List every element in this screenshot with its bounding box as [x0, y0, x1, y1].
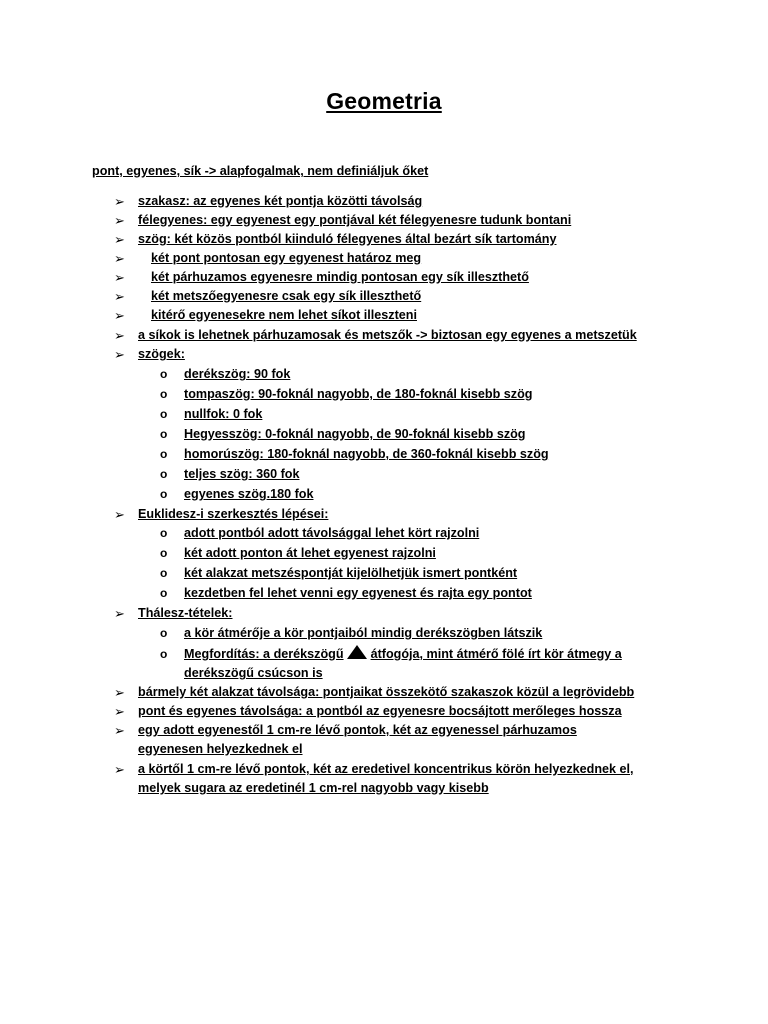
- list-item-continuation: melyek sugara az eredetinél 1 cm-rel nagyobb vagy kisebb: [138, 781, 489, 795]
- arrow-bullet-icon: ➢: [114, 213, 125, 228]
- list-item-text: szög: két közös pontból kiinduló félegyenes által bezárt sík tartomány: [138, 232, 557, 246]
- circle-bullet-icon: o: [160, 407, 168, 421]
- circle-bullet-icon: o: [160, 487, 168, 501]
- list-item-text: szakasz: az egyenes két pontja közötti távolság: [138, 194, 423, 208]
- arrow-bullet-icon: ➢: [114, 704, 125, 719]
- circle-bullet-icon: o: [160, 467, 168, 481]
- arrow-bullet-icon: ➢: [114, 685, 125, 700]
- circle-bullet-icon: o: [160, 387, 168, 401]
- arrow-bullet-icon: ➢: [114, 606, 125, 621]
- arrow-bullet-icon: ➢: [114, 762, 125, 777]
- list-item-text: kitérő egyenesekre nem lehet síkot illeszteni: [151, 308, 417, 322]
- arrow-bullet-icon: ➢: [114, 194, 125, 209]
- circle-bullet-icon: o: [160, 647, 168, 661]
- sub-list-item-text: két alakzat metszéspontját kijelölhetjük ismert pontként: [184, 566, 518, 580]
- sub-list-item-text: két adott ponton át lehet egyenest rajzolni: [184, 546, 436, 560]
- sub-list-item-text: kezdetben fel lehet venni egy egyenest és rajta egy pontot: [184, 586, 532, 600]
- arrow-bullet-icon: ➢: [114, 347, 125, 362]
- converse-text-continuation: derékszögű csúcson is: [184, 666, 323, 680]
- page-title: Geometria: [326, 88, 442, 114]
- sub-list-item-text: tompaszög: 90-foknál nagyobb, de 180-foknál kisebb szög: [184, 387, 533, 401]
- circle-bullet-icon: o: [160, 367, 168, 381]
- circle-bullet-icon: o: [160, 447, 168, 461]
- triangle-icon: [347, 645, 367, 659]
- sub-list-item-text: nullfok: 0 fok: [184, 407, 263, 421]
- list-item-text: Euklidesz-i szerkesztés lépései:: [138, 507, 329, 521]
- circle-bullet-icon: o: [160, 546, 168, 560]
- intro-line: pont, egyenes, sík -> alapfogalmak, nem definiáljuk őket: [92, 164, 429, 178]
- arrow-bullet-icon: ➢: [114, 232, 125, 247]
- list-item-text: bármely két alakzat távolsága: pontjaikat összekötő szakaszok közül a legrövidebb: [138, 685, 635, 699]
- arrow-bullet-icon: ➢: [114, 308, 125, 323]
- sub-list-item-text: Hegyesszög: 0-foknál nagyobb, de 90-foknál kisebb szög: [184, 427, 526, 441]
- list-item-text: pont és egyenes távolsága: a pontból az egyenesre bocsájtott merőleges hossza: [138, 704, 622, 718]
- circle-bullet-icon: o: [160, 427, 168, 441]
- list-item-text: szögek:: [138, 347, 185, 361]
- sub-list-item-text: adott pontból adott távolsággal lehet kört rajzolni: [184, 526, 480, 540]
- arrow-bullet-icon: ➢: [114, 328, 125, 343]
- list-item-text: két párhuzamos egyenesre mindig pontosan egy sík illeszthető: [151, 270, 529, 284]
- sub-list-item-text: a kör átmérője a kör pontjaiból mindig derékszögben látszik: [184, 626, 543, 640]
- list-item-text: a körtől 1 cm-re lévő pontok, két az eredetivel koncentrikus körön helyezkednek el,: [138, 762, 634, 776]
- arrow-bullet-icon: ➢: [114, 507, 125, 522]
- list-item-text: félegyenes: egy egyenest egy pontjával két félegyenesre tudunk bontani: [138, 213, 572, 227]
- list-item-text: egy adott egyenestől 1 cm-re lévő pontok, két az egyenessel párhuzamos: [138, 723, 577, 737]
- list-item-text: két pont pontosan egy egyenest határoz meg: [151, 251, 422, 265]
- circle-bullet-icon: o: [160, 586, 168, 600]
- arrow-bullet-icon: ➢: [114, 289, 125, 304]
- list-item-text: Thálesz-tételek:: [138, 606, 233, 620]
- sub-list-item-text: egyenes szög.180 fok: [184, 487, 314, 501]
- arrow-bullet-icon: ➢: [114, 251, 125, 266]
- sub-list-item-text: derékszög: 90 fok: [184, 367, 291, 381]
- arrow-bullet-icon: ➢: [114, 723, 125, 738]
- circle-bullet-icon: o: [160, 566, 168, 580]
- arrow-bullet-icon: ➢: [114, 270, 125, 285]
- circle-bullet-icon: o: [160, 626, 168, 640]
- list-item-text: két metszőegyenesre csak egy sík illeszthető: [151, 289, 422, 303]
- converse-text-start: Megfordítás: a derékszögű: [184, 647, 344, 661]
- list-item-text: a síkok is lehetnek párhuzamosak és metszők -> biztosan egy egyenes a metszetük: [138, 328, 637, 342]
- circle-bullet-icon: o: [160, 526, 168, 540]
- sub-list-item-text: teljes szög: 360 fok: [184, 467, 300, 481]
- list-item-continuation: egyenesen helyezkednek el: [138, 742, 303, 756]
- converse-text-end: átfogója, mint átmérő fölé írt kör átmegy a: [370, 647, 622, 661]
- sub-list-item-text: [184, 645, 622, 664]
- sub-list-item-text: homorúszög: 180-foknál nagyobb, de 360-foknál kisebb szög: [184, 447, 549, 461]
